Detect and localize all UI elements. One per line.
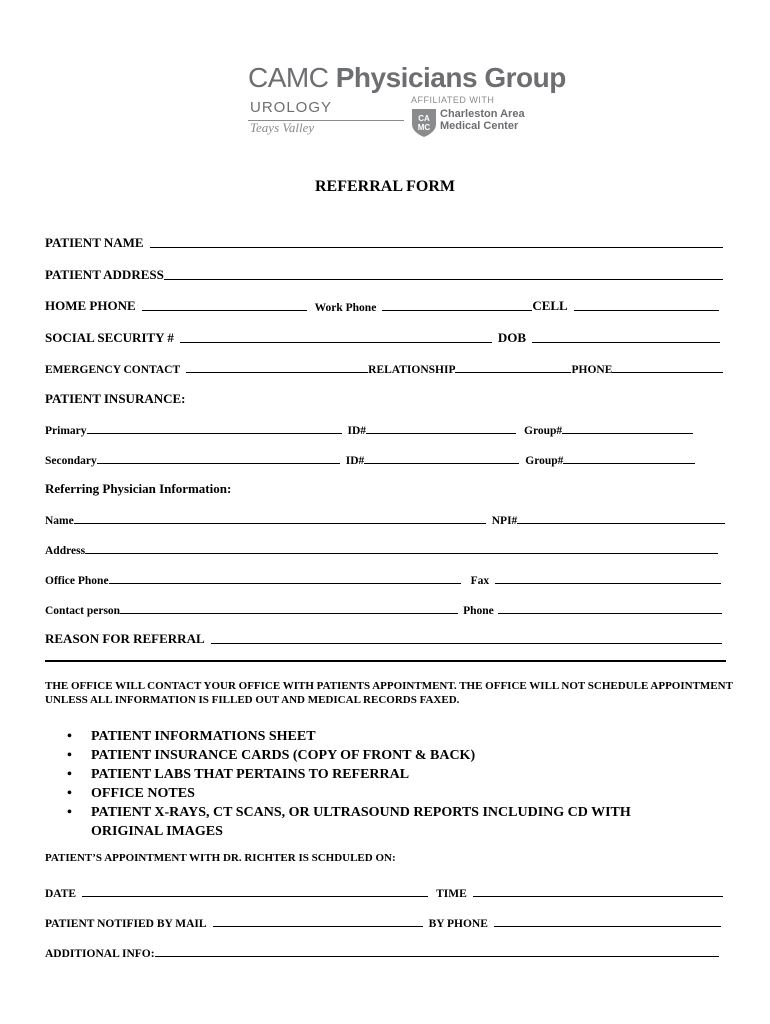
list-item: • PATIENT LABS THAT PERTAINS TO REFERRAL <box>67 767 410 782</box>
contact-phone-label: Phone <box>463 605 494 617</box>
logo-organization: Charleston Area Medical Center <box>440 108 525 132</box>
by-phone-field[interactable] <box>494 926 721 927</box>
patient-name-field[interactable] <box>150 247 723 248</box>
secondary-group-field[interactable] <box>563 463 695 464</box>
date-label: DATE <box>45 888 77 900</box>
physician-name-label: Name <box>45 515 74 527</box>
time-label: TIME <box>436 888 467 900</box>
bullet-icon: • <box>67 729 72 744</box>
by-phone-label: BY PHONE <box>428 918 488 930</box>
form-title: REFERRAL FORM <box>315 178 455 195</box>
primary-id-label: ID# <box>347 425 367 437</box>
notified-mail-label: PATIENT NOTIFIED BY MAIL <box>45 918 207 930</box>
date-field[interactable] <box>82 896 428 897</box>
physician-name-field[interactable] <box>74 523 486 524</box>
insurance-header: PATIENT INSURANCE: <box>45 391 186 406</box>
list-item: • OFFICE NOTES <box>67 786 195 801</box>
requirements-list <box>67 727 731 841</box>
primary-group-field[interactable] <box>562 433 693 434</box>
office-phone-field[interactable] <box>109 583 461 584</box>
date-time-row <box>45 882 723 900</box>
contact-person-row <box>45 599 722 617</box>
primary-field[interactable] <box>87 433 342 434</box>
emergency-contact-label: EMERGENCY CONTACT <box>45 364 181 376</box>
contact-person-label: Contact person <box>45 605 121 617</box>
office-phone-row <box>45 569 721 587</box>
npi-field[interactable] <box>517 523 725 524</box>
relationship-label: RELATIONSHIP <box>368 364 456 376</box>
list-item: • PATIENT X-RAYS, CT SCANS, OR ULTRASOUND REPORTS INCLUDING CD WITH ORIGINAL IMAGES <box>67 805 631 839</box>
dob-field[interactable] <box>532 342 720 343</box>
physician-address-row <box>45 539 718 557</box>
fax-field[interactable] <box>495 583 721 584</box>
cell-label: CELL <box>532 298 568 313</box>
emergency-contact-field[interactable] <box>186 372 368 373</box>
secondary-group-label: Group# <box>525 455 564 467</box>
emergency-phone-field[interactable] <box>612 372 723 373</box>
svg-text:CA: CA <box>418 114 430 123</box>
bullet-icon: • <box>67 805 72 820</box>
ssn-field[interactable] <box>180 342 492 343</box>
additional-info-field[interactable] <box>155 956 719 957</box>
ssn-label: SOCIAL SECURITY # <box>45 330 174 345</box>
logo-affiliated: AFFILIATED WITH <box>411 95 495 105</box>
appointment-heading: PATIENT’S APPOINTMENT WITH DR. RICHTER IS SCHDULED ON: <box>45 852 396 864</box>
logo-department: UROLOGY <box>250 99 333 116</box>
fax-label: Fax <box>470 575 490 587</box>
time-field[interactable] <box>473 896 723 897</box>
additional-info-label: ADDITIONAL INFO: <box>45 948 155 960</box>
bullet-icon: • <box>67 748 72 763</box>
contact-person-field[interactable] <box>120 613 458 614</box>
notified-row <box>45 912 721 930</box>
primary-label: Primary <box>45 425 87 437</box>
reason-row <box>45 629 722 647</box>
home-phone-field[interactable] <box>142 310 307 311</box>
svg-text:MC: MC <box>417 123 431 132</box>
logo-wordmark: CAMC Physicians Group <box>248 62 566 93</box>
section-divider <box>45 660 726 662</box>
bullet-icon: • <box>67 786 72 801</box>
list-item: • PATIENT INSURANCE CARDS (COPY OF FRONT & BACK) <box>67 748 476 763</box>
reason-field[interactable] <box>211 643 722 644</box>
secondary-field[interactable] <box>97 463 340 464</box>
patient-address-field[interactable] <box>164 279 723 280</box>
work-phone-field[interactable] <box>382 310 532 311</box>
primary-insurance-row <box>45 419 693 437</box>
phone-row <box>45 296 723 314</box>
additional-info-row <box>45 942 719 960</box>
relationship-field[interactable] <box>455 372 571 373</box>
emergency-phone-label: PHONE <box>571 364 613 376</box>
secondary-label: Secondary <box>45 455 97 467</box>
shield-icon <box>411 108 437 138</box>
bullet-icon: • <box>67 767 72 782</box>
cell-field[interactable] <box>574 310 719 311</box>
emergency-row <box>45 358 723 376</box>
notified-mail-field[interactable] <box>213 926 423 927</box>
secondary-insurance-row <box>45 449 695 467</box>
physician-address-label: Address <box>45 545 86 557</box>
primary-group-label: Group# <box>524 425 563 437</box>
patient-name-row <box>45 233 723 251</box>
office-phone-label: Office Phone <box>45 575 109 587</box>
camc-logo <box>248 62 566 146</box>
secondary-id-label: ID# <box>345 455 365 467</box>
patient-address-label: PATIENT ADDRESS <box>45 267 164 282</box>
office-notice: THE OFFICE WILL CONTACT YOUR OFFICE WITH PATIENTS APPOINTMENT. THE OFFICE WILL NOT SCHEDULE APPOINTMENT UNLESS ALL INFORMATION IS FILLED OUT AND MEDICAL RECORDS FAXED. <box>45 680 733 706</box>
patient-address-row <box>45 265 723 283</box>
ssn-row <box>45 328 723 346</box>
contact-phone-field[interactable] <box>498 613 722 614</box>
reason-label: REASON FOR REFERRAL <box>45 631 205 646</box>
work-phone-label: Work Phone <box>314 302 377 314</box>
home-phone-label: HOME PHONE <box>45 298 136 313</box>
dob-label: DOB <box>497 330 527 345</box>
physician-address-field[interactable] <box>85 553 718 554</box>
secondary-id-field[interactable] <box>364 463 519 464</box>
logo-location: Teays Valley <box>250 120 315 135</box>
referring-header: Referring Physician Information: <box>45 481 232 496</box>
primary-id-field[interactable] <box>366 433 516 434</box>
list-item: • PATIENT INFORMATIONS SHEET <box>67 729 316 744</box>
patient-name-label: PATIENT NAME <box>45 235 144 250</box>
physician-name-row <box>45 509 725 527</box>
npi-label: NPI# <box>491 515 518 527</box>
